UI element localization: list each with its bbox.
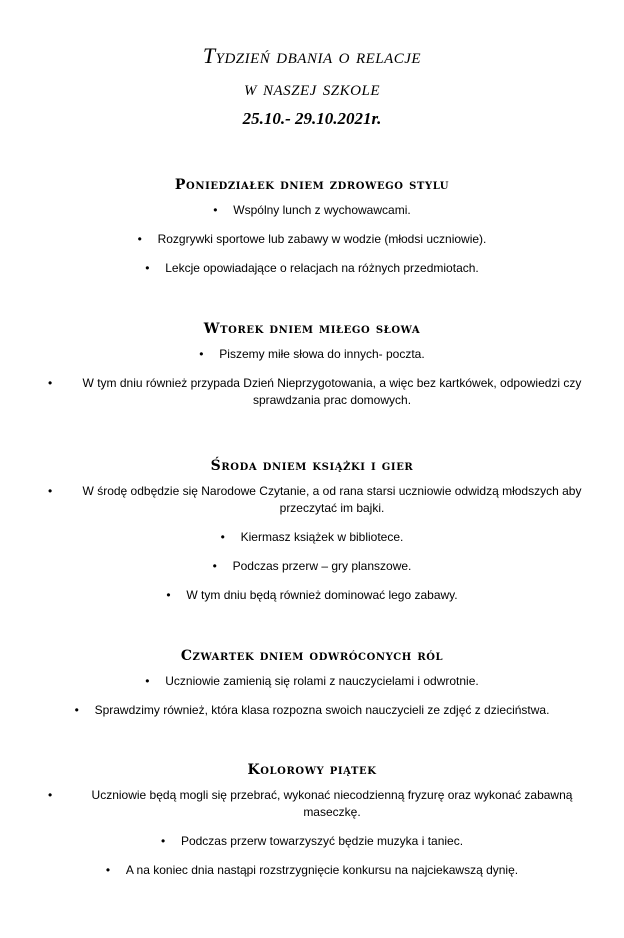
list-item: • W środę odbędzie się Narodowe Czytanie, a od rana starsi uczniowie odwidzą młodszych aby przeczytać im bajki. xyxy=(48,484,582,515)
bullet-icon: • xyxy=(213,203,218,217)
section-thursday xyxy=(0,647,624,731)
list-item: • Piszemy miłe słowa do innych- poczta. xyxy=(199,347,425,361)
section-heading-wednesday: Środa dniem książki i gier xyxy=(210,458,414,474)
list-item: • W tym dniu będą również dominować lego zabawy. xyxy=(166,588,458,602)
list-item: • Lekcje opowiadające o relacjach na różnych przedmiotach. xyxy=(145,261,479,275)
section-heading-thursday: Czwartek dniem odwróconych ról xyxy=(180,648,444,664)
thursday-list xyxy=(0,673,624,719)
title-block xyxy=(0,40,624,132)
bullet-icon: • xyxy=(145,261,150,275)
bullet-icon: • xyxy=(74,703,79,717)
wednesday-list xyxy=(0,483,624,604)
friday-list xyxy=(0,787,624,879)
list-item: • Kiermasz książek w bibliotece. xyxy=(220,530,404,544)
section-wednesday xyxy=(0,457,624,616)
bullet-icon: • xyxy=(48,788,53,802)
list-item: • A na koniec dnia nastąpi rozstrzygnięcie konkursu na najciekawszą dynię. xyxy=(105,863,519,877)
bullet-icon: • xyxy=(212,559,217,573)
section-heading-monday: Poniedziałek dniem zdrowego stylu xyxy=(174,177,450,193)
list-item: • Sprawdzimy również, która klasa rozpozna swoich nauczycieli ze zdjęć z dzieciństwa. xyxy=(74,703,550,717)
section-tuesday xyxy=(0,320,624,421)
list-item: • W tym dniu również przypada Dzień Nieprzygotowania, a więc bez kartkówek, odpowiedzi czy sprawdzania prac domowych. xyxy=(48,376,582,407)
page-title-line1: Tydzień dbania o relacje xyxy=(202,43,422,68)
list-item: • Wspólny lunch z wychowawcami. xyxy=(213,203,411,217)
bullet-icon: • xyxy=(166,588,171,602)
page-title-line2: w naszej szkole xyxy=(243,75,380,100)
list-item: • Podczas przerw towarzyszyć będzie muzyka i taniec. xyxy=(160,834,464,848)
bullet-icon: • xyxy=(48,376,53,390)
list-item: • Uczniowie będą mogli się przebrać, wykonać niecodzienną fryzurę oraz wykonać zabawną maseczkę. xyxy=(48,788,573,819)
list-item: • Podczas przerw – gry planszowe. xyxy=(212,559,412,573)
monday-list xyxy=(0,202,624,277)
bullet-icon: • xyxy=(145,674,150,688)
tuesday-list xyxy=(0,346,624,409)
bullet-icon: • xyxy=(160,834,166,848)
bullet-icon: • xyxy=(137,232,142,246)
section-monday xyxy=(0,176,624,289)
bullet-icon: • xyxy=(199,347,204,361)
bullet-icon: • xyxy=(220,530,225,544)
list-item: • Rozgrywki sportowe lub zabawy w wodzie (młodsi uczniowie). xyxy=(137,232,487,246)
list-item: • Uczniowie zamienią się rolami z nauczycielami i odwrotnie. xyxy=(145,674,479,688)
bullet-icon: • xyxy=(105,863,111,877)
bullet-icon: • xyxy=(48,484,53,498)
section-friday xyxy=(0,761,624,891)
section-heading-friday: Kolorowy piątek xyxy=(247,762,377,778)
section-heading-tuesday: Wtorek dniem miłego słowa xyxy=(203,321,421,337)
page-dates: 25.10.- 29.10.2021r. xyxy=(242,109,382,128)
